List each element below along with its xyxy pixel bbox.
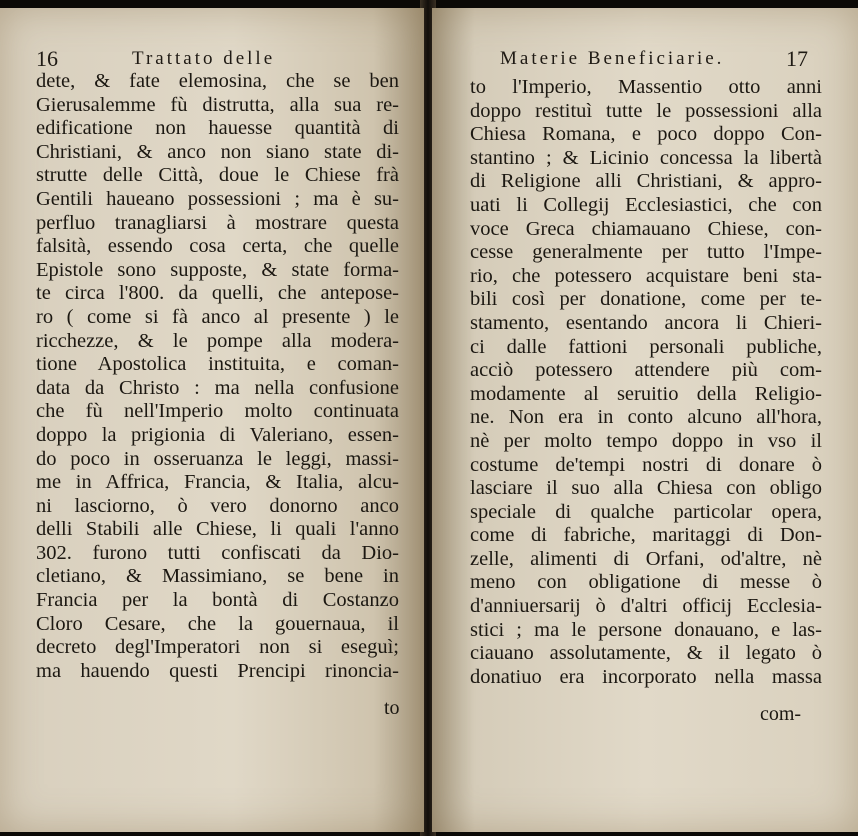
- text-line: delli Stabili alle Chiese, li quali l'anno: [36, 518, 399, 541]
- text-line: donatiuo era incorporato nella massa: [470, 665, 822, 688]
- text-line: stamento, esentando ancora li Chieri-: [470, 311, 822, 334]
- text-line: Christiani, & anco non siano state di-: [36, 140, 399, 163]
- text-line: ciauano assolutamente, & il legato ò: [470, 642, 822, 665]
- text-line: meno con obligatione di messe ò: [470, 571, 822, 594]
- text-line: Cloro Cesare, che la gouernaua, il: [36, 612, 399, 635]
- text-line: Gentili haueano possessioni ; ma è su-: [36, 187, 399, 210]
- text-line: cletiano, & Massimiano, se bene in: [36, 565, 399, 588]
- text-line: nè per molto tempo doppo in vso il: [470, 429, 822, 452]
- text-line: Chiesa Romana, e poco doppo Con-: [470, 123, 822, 146]
- text-line: bili così per donatione, come per te-: [470, 288, 822, 311]
- text-line: dete, & fate elemosina, che se ben: [36, 70, 399, 92]
- text-line: decreto degl'Imperatori non si eseguì;: [36, 636, 399, 659]
- text-line: falsità, essendo cosa certa, che quelle: [36, 235, 399, 258]
- text-line: ni lasciorno, ò vero donorno anco: [36, 494, 399, 517]
- text-line: data da Christo : ma nella confusione: [36, 376, 399, 399]
- text-line: perfluo tranagliarsi à mostrare questa: [36, 211, 399, 234]
- text-line: che fù nell'Imperio molto continuata: [36, 400, 399, 423]
- text-line: Gierusalemme fù distrutta, alla sua re-: [36, 93, 399, 116]
- text-line: te circa l'800. da quelli, che antepose-: [36, 282, 399, 305]
- text-line: di Religione alli Christiani, & appro-: [470, 170, 822, 193]
- text-line: modamente al seruitio della Religio-: [470, 382, 822, 405]
- text-line: costume de'tempi nostri di donare ò: [470, 453, 822, 476]
- right-running-head: Materie Beneficiarie.: [500, 48, 725, 69]
- text-line: ma hauendo questi Prencipi rinoncia-: [36, 659, 399, 682]
- text-line: stantino ; & Licinio concessa la libertà: [470, 146, 822, 169]
- text-line: Epistole sono supposte, & state forma-: [36, 258, 399, 281]
- text-line: d'anniuersarij ò d'altri officij Ecclesia-: [470, 595, 822, 618]
- text-line: 302. furono tutti confiscati da Dio-: [36, 541, 399, 564]
- text-line: ne. Non era in conto alcuno all'hora,: [470, 406, 822, 429]
- text-line: tione Apostolica instituita, e coman-: [36, 353, 399, 376]
- text-line: strutte delle Città, doue le Chiese frà: [36, 164, 399, 187]
- text-line: me in Affrica, Francia, & Italia, alcu-: [36, 471, 399, 494]
- text-line: uati li Collegij Ecclesiastici, che con: [470, 193, 822, 216]
- left-running-head: Trattato delle: [132, 48, 276, 69]
- left-page-body: [36, 70, 399, 683]
- right-page-number: 17: [786, 46, 808, 71]
- text-line: voce Greca chiamauano Chiese, con-: [470, 217, 822, 240]
- text-line: doppo la prigionia di Valeriano, essen-: [36, 423, 399, 446]
- text-line: Francia per la bontà di Costanzo: [36, 589, 399, 612]
- text-line: come di fabriche, maritaggi di Don-: [470, 524, 822, 547]
- left-catchword: to: [384, 697, 400, 719]
- text-line: cesse generalmente per tutto l'Impe-: [470, 241, 822, 264]
- text-line: ci dalle fattioni personali publiche,: [470, 335, 822, 358]
- right-catchword: com-: [760, 703, 802, 725]
- text-line: ricchezze, & le pompe alla modera-: [36, 329, 399, 352]
- text-line: ro ( come si fà anco al presente ) le: [36, 305, 399, 328]
- text-line: zelle, alimenti di Orfani, od'altre, nè: [470, 547, 822, 570]
- text-line: acciò potessero attendere più com-: [470, 359, 822, 382]
- left-page-header: [36, 46, 416, 72]
- text-line: speciale di qualche particolar opera,: [470, 500, 822, 523]
- text-line: stici ; ma le persone donauano, e las-: [470, 618, 822, 641]
- text-line: to l'Imperio, Massentio otto anni: [470, 76, 822, 98]
- text-line: lasciare il suo alla Chiesa con obligo: [470, 477, 822, 500]
- text-line: edificatione non hauesse quantità di: [36, 117, 399, 140]
- text-line: do poco in osseruanza le leggi, massi-: [36, 447, 399, 470]
- right-page-body: [470, 76, 822, 689]
- right-page-header: [500, 46, 830, 72]
- left-page-number: 16: [36, 46, 58, 71]
- text-line: rio, che potessero acquistare beni sta-: [470, 264, 822, 287]
- text-line: doppo restituì tutte le possessioni alla: [470, 99, 822, 122]
